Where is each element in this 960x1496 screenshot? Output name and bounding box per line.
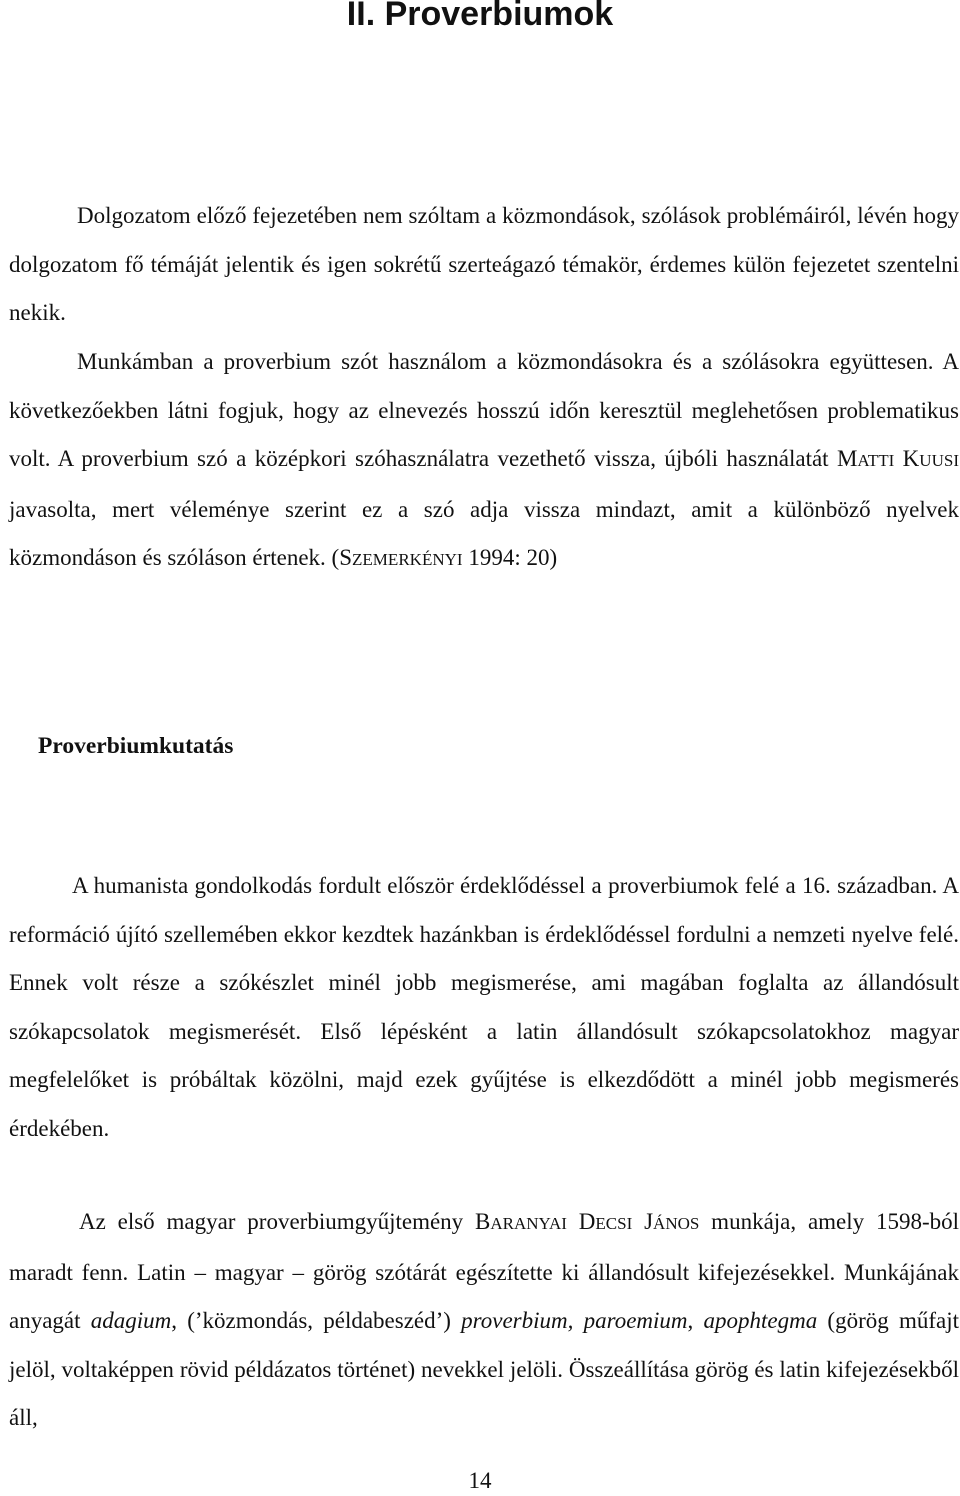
- page-number: 14: [468, 1468, 492, 1493]
- name-rest: ATTI: [857, 451, 895, 470]
- text-run: 1994: 20): [462, 545, 558, 570]
- intro-paragraph-1: Dolgozatom előző fejezetében nem szóltam a közmondások, szólások problémáiról, lévén hogy dolgozatom fő témáját jelentik és igen sokrétű szerteágazó témakör, érdemes külön fejezetet szentelni nekik.: [9, 203, 959, 325]
- name-rest: ÁNOS: [653, 1214, 700, 1233]
- name-initial: D: [578, 1209, 596, 1234]
- text-run: Az első magyar proverbiumgyűjtemény: [79, 1209, 475, 1234]
- section-paragraph-1: A humanista gondolkodás fordult először érdeklődéssel a proverbiumok felé a 16. században. A reformáció újító szellemében ekkor kezdtek hazánkban is érdeklődéssel fordulni a nemzeti nyelve felé. Ennek volt része a szókészlet minél jobb megismerése, ami magában foglalta az állandósult szókapcsolatok megismerését. Első lépésként a latin állandósult szókapcsolatokhoz magyar megfelelőket is próbáltak közölni, majd ezek gyűjtése is elkezdődött a minél jobb megismerés érdekében.: [9, 873, 959, 1141]
- text-run: munkája, amely 1598-ból maradt fenn. Latin – magyar – görög szótárát egészítette ki állandósult kifejezésekkel. Munkájának anyagát: [9, 1209, 960, 1333]
- section-paragraph-2: [9, 1198, 959, 1443]
- author-name-decsi: [579, 1209, 633, 1234]
- intro-paragraph-2: [9, 338, 959, 585]
- name-initial: M: [836, 446, 858, 471]
- name-initial: J: [644, 1209, 654, 1234]
- name-initial: K: [902, 446, 920, 471]
- citation-author: [339, 545, 462, 570]
- section-heading: Proverbiumkutatás: [38, 733, 234, 759]
- chapter-title: II. Proverbiumok: [346, 0, 614, 33]
- italic-term-proverbium: proverbium, paroemium: [461, 1308, 688, 1333]
- name-rest: ARANYAI: [490, 1214, 567, 1233]
- name-rest: ZEMERKÉNYI: [352, 550, 463, 569]
- name-initial: S: [339, 545, 353, 570]
- author-name-kuusi: [903, 446, 959, 471]
- text-run: ,: [687, 1308, 704, 1333]
- italic-term-adagium: adagium: [90, 1308, 172, 1333]
- text-run: javasolta, mert véleménye szerint ez a szó adja vissza mindazt, amit a különböző nyelvek közmondáson és szóláson értenek. (: [9, 496, 959, 570]
- italic-term-apophtegma: apophtegma: [703, 1308, 818, 1333]
- name-rest: ECSI: [595, 1214, 633, 1233]
- name-initial: B: [475, 1209, 491, 1234]
- text-run: (görög műfajt jelöl, voltaképpen rövid példázatos történet) nevekkel jelöli. Összeállítása görög és latin kifejezésekből áll,: [9, 1308, 960, 1430]
- name-rest: UUSI: [919, 451, 959, 470]
- text-run: , (’közmondás, példabeszéd’): [171, 1308, 462, 1333]
- author-name-matti: [837, 446, 894, 471]
- author-name-janos: [644, 1209, 699, 1234]
- author-name-baranyai: [475, 1209, 567, 1234]
- text-run: Munkámban a proverbium szót használom a közmondásokra és a szólásokra együttesen. A következőekben látni fogjuk, hogy az elnevezés hosszú időn keresztül meglehetősen problematikus volt. A proverbium szó a középkori szóhasználatra vezethető vissza, újbóli használatát: [9, 349, 959, 471]
